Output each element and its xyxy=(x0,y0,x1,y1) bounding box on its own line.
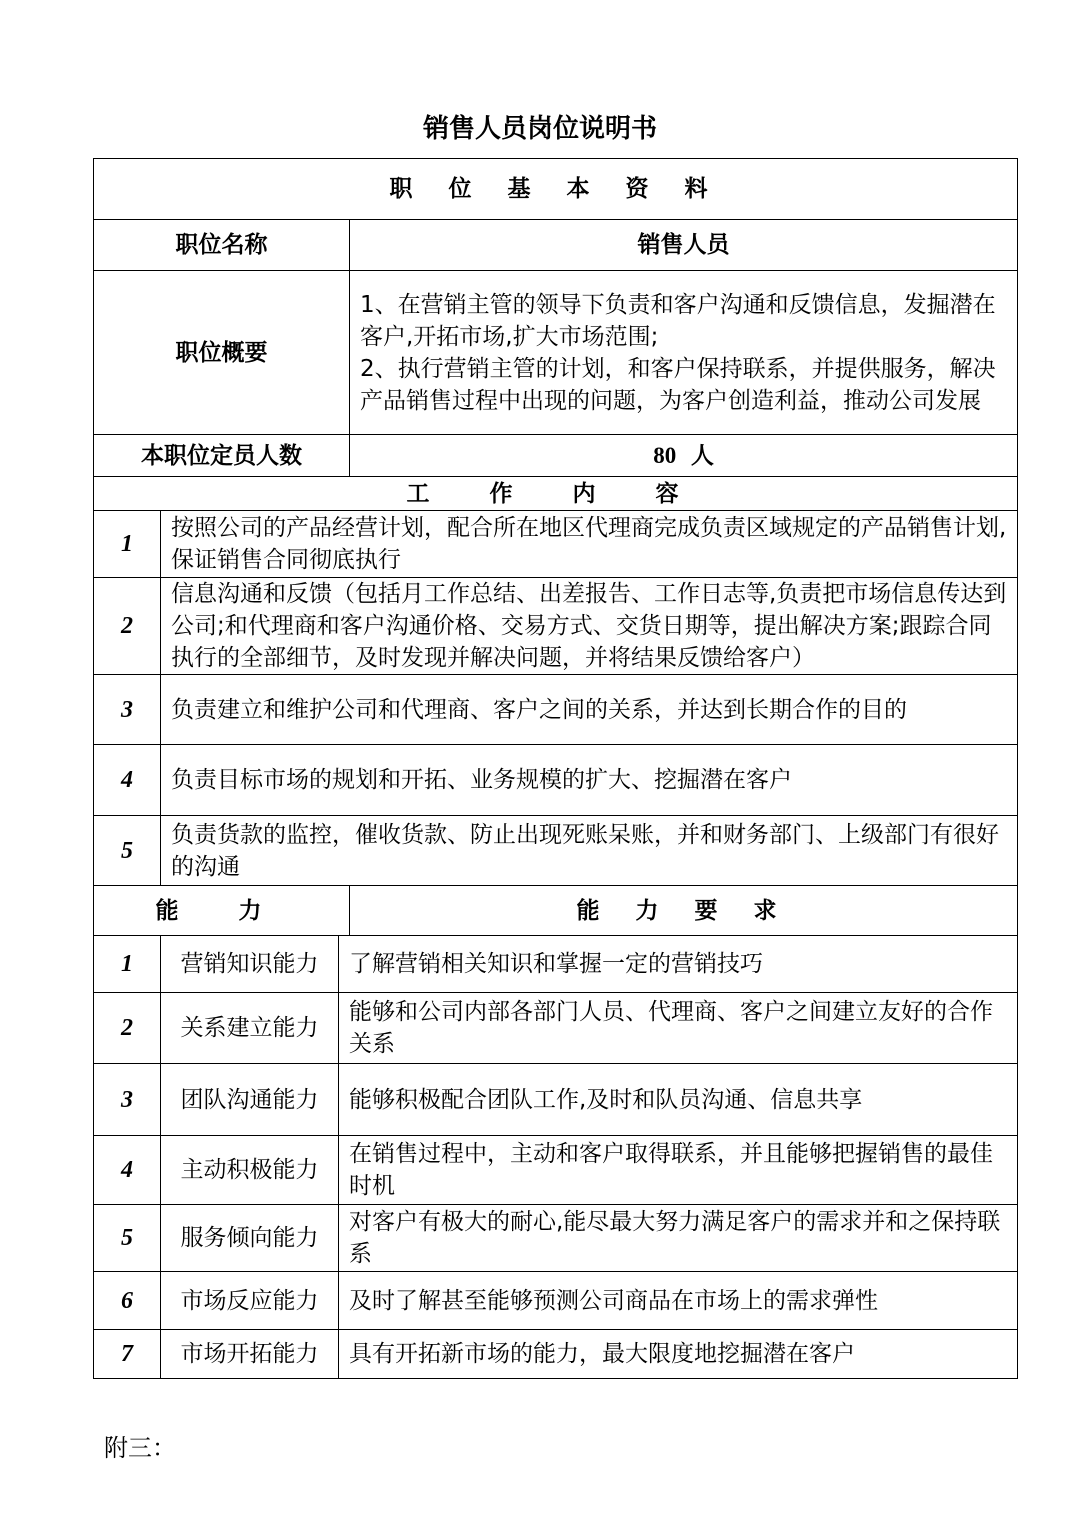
ability-row xyxy=(94,993,1018,1064)
work-item-row xyxy=(94,816,1018,886)
ability-number: 4 xyxy=(94,1136,161,1205)
headcount-label: 本职位定员人数 xyxy=(94,435,350,477)
summary-line: 2、执行营销主管的计划，和客户保持联系，并提供服务，解决产品销售过程中出现的问题，为客户创造利益，推动公司发展 xyxy=(360,355,996,414)
work-item-number: 1 xyxy=(94,511,161,578)
ability-number: 3 xyxy=(94,1064,161,1136)
ability-header-row xyxy=(94,886,1018,936)
ability-header-left: 能 力 xyxy=(94,886,350,936)
ability-row xyxy=(94,1064,1018,1136)
work-item-text: 负责建立和维护公司和代理商、客户之间的关系，并达到长期合作的目的 xyxy=(161,675,1018,745)
work-content-header: 工 作 内 容 xyxy=(94,477,1018,511)
ability-requirement: 能够和公司内部各部门人员、代理商、客户之间建立友好的合作关系 xyxy=(339,993,1018,1064)
ability-name: 关系建立能力 xyxy=(161,993,339,1064)
work-item-text: 负责目标市场的规划和开拓、业务规模的扩大、挖掘潜在客户 xyxy=(161,745,1018,816)
headcount-unit: 人 xyxy=(690,442,714,469)
ability-header-right: 能 力 要 求 xyxy=(350,886,1018,936)
work-item-number: 3 xyxy=(94,675,161,745)
ability-row xyxy=(94,1205,1018,1272)
ability-requirement: 具有开拓新市场的能力，最大限度地挖掘潜在客户 xyxy=(339,1330,1018,1379)
ability-requirement: 在销售过程中，主动和客户取得联系，并且能够把握销售的最佳时机 xyxy=(339,1136,1018,1205)
work-item-text: 信息沟通和反馈（包括月工作总结、出差报告、工作日志等,负责把市场信息传达到公司;和代理商和客户沟通价格、交易方式、交货日期等，提出解决方案;跟踪合同执行的全部细节，及时发现并解决问题，并将结果反馈给客户） xyxy=(161,578,1018,675)
work-item-row xyxy=(94,511,1018,578)
ability-requirement: 能够积极配合团队工作,及时和队员沟通、信息共享 xyxy=(339,1064,1018,1136)
ability-row xyxy=(94,1136,1018,1205)
document-title: 销售人员岗位说明书 xyxy=(422,114,657,144)
headcount-row xyxy=(94,435,1018,477)
position-name-row xyxy=(94,220,1018,271)
basic-info-header-row xyxy=(94,159,1018,220)
ability-name: 市场开拓能力 xyxy=(161,1330,339,1379)
work-item-number: 5 xyxy=(94,816,161,886)
basic-info-header: 职 位 基 本 资 料 xyxy=(94,159,1018,220)
work-item-row xyxy=(94,578,1018,675)
ability-number: 7 xyxy=(94,1330,161,1379)
position-summary-content xyxy=(350,271,1018,435)
ability-name: 主动积极能力 xyxy=(161,1136,339,1205)
ability-number: 5 xyxy=(94,1205,161,1272)
ability-row xyxy=(94,1330,1018,1379)
ability-row xyxy=(94,936,1018,993)
work-item-row xyxy=(94,675,1018,745)
work-item-number: 2 xyxy=(94,578,161,675)
ability-name: 团队沟通能力 xyxy=(161,1064,339,1136)
position-summary-label: 职位概要 xyxy=(94,271,350,435)
work-item-text: 负责货款的监控，催收货款、防止出现死账呆账，并和财务部门、上级部门有很好的沟通 xyxy=(161,816,1018,886)
ability-requirement: 对客户有极大的耐心,能尽最大努力满足客户的需求并和之保持联系 xyxy=(339,1205,1018,1272)
ability-row xyxy=(94,1272,1018,1330)
job-description-table xyxy=(93,158,1018,1379)
position-name-value: 销售人员 xyxy=(350,220,1018,271)
work-item-text: 按照公司的产品经营计划，配合所在地区代理商完成负责区域规定的产品销售计划,保证销售合同彻底执行 xyxy=(161,511,1018,578)
ability-number: 2 xyxy=(94,993,161,1064)
ability-name: 市场反应能力 xyxy=(161,1272,339,1330)
ability-number: 1 xyxy=(94,936,161,993)
appendix-note: 附三： xyxy=(104,1434,176,1462)
work-item-number: 4 xyxy=(94,745,161,816)
summary-line: 1、在营销主管的领导下负责和客户沟通和反馈信息，发掘潜在客户,开拓市场,扩大市场范围; xyxy=(360,291,996,350)
ability-name: 营销知识能力 xyxy=(161,936,339,993)
ability-requirement: 及时了解甚至能够预测公司商品在市场上的需求弹性 xyxy=(339,1272,1018,1330)
work-item-row xyxy=(94,745,1018,816)
headcount-value-cell xyxy=(350,435,1018,477)
ability-name: 服务倾向能力 xyxy=(161,1205,339,1272)
ability-requirement: 了解营销相关知识和掌握一定的营销技巧 xyxy=(339,936,1018,993)
headcount-value: 80 xyxy=(653,442,677,468)
position-name-label: 职位名称 xyxy=(94,220,350,271)
work-content-header-row xyxy=(94,477,1018,511)
position-summary-row xyxy=(94,271,1018,435)
ability-number: 6 xyxy=(94,1272,161,1330)
